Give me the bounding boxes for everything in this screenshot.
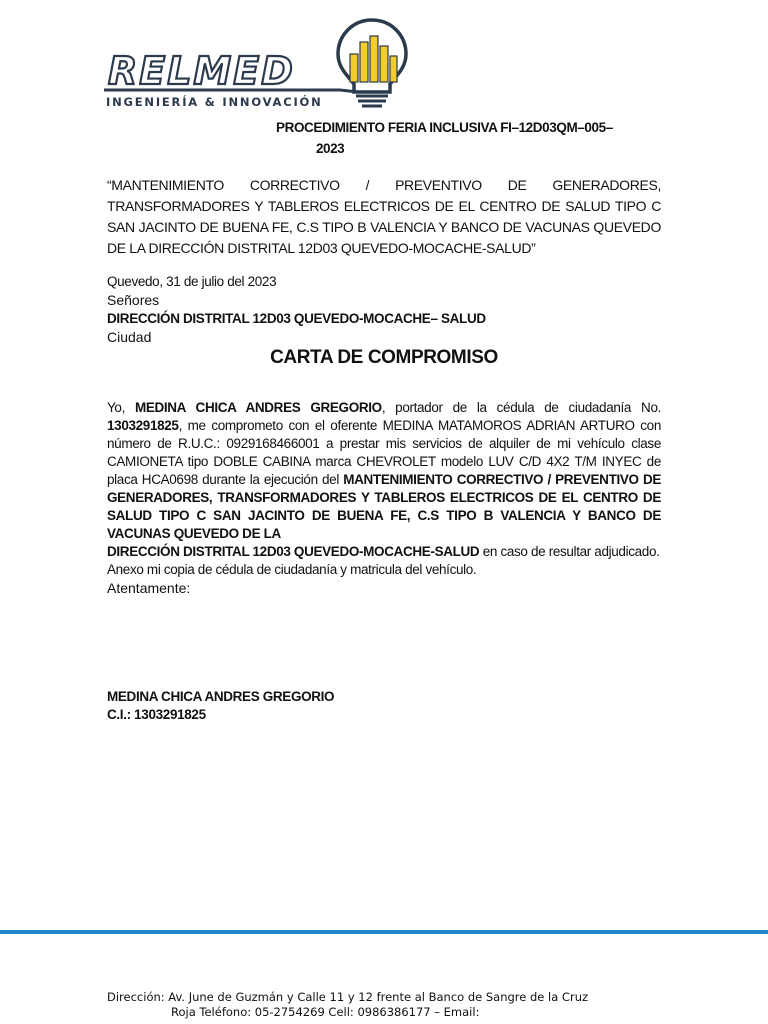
footer <box>107 990 588 1020</box>
signature-name: MEDINA CHICA ANDRES GREGORIO <box>107 689 335 704</box>
letter-title: CARTA DE COMPROMISO <box>270 347 498 368</box>
letter-body <box>107 399 661 579</box>
entity-name: DIRECCIÓN DISTRITAL 12D03 QUEVEDO-MOCACHE-SALUD <box>107 544 480 559</box>
contract-subject: “MANTENIMIENTO CORRECTIVO / PREVENTIVO DE GENERADORES, TRANSFORMADORES Y TABLEROS ELECTRICOS DE EL CENTRO DE SALUD TIPO C SAN JACINTO DE BUENA FE, C.S TIPO B VALENCIA Y BANCO DE VACUNAS QUEVEDO DE LA DIRECCIÓN DISTRITAL 12D03 QUEVEDO-MOCACHE-SALUD” <box>107 177 661 256</box>
date-line: Quevedo, 31 de julio del 2023 <box>107 274 277 289</box>
logo-tagline: INGENIERÍA & INNOVACIÓN <box>106 95 323 109</box>
annex-line: Anexo mi copia de cédula de ciudadanía y matricula del vehículo. <box>107 562 477 577</box>
salutation: Señores <box>107 292 160 308</box>
commitment-paragraph <box>107 399 661 543</box>
procedure-code: PROCEDIMIENTO FERIA INCLUSIVA FI–12D03QM–005– <box>276 120 613 135</box>
adjudication-text: en caso de resultar adjudicado. <box>479 544 660 559</box>
recipient: DIRECCIÓN DISTRITAL 12D03 QUEVEDO-MOCACHE– SALUD <box>107 311 486 326</box>
relmed-logo-graphic <box>104 18 424 114</box>
footer-address: Dirección: Av. June de Guzmán y Calle 11 y 12 frente al Banco de Sangre de la Cruz <box>107 990 589 1004</box>
logo-brand-text: RELMED <box>108 49 295 93</box>
procedure-year: 2023 <box>316 141 345 156</box>
signature-id: C.I.: 1303291825 <box>107 707 206 722</box>
id-lead-text: , portador de la cédula de ciudadanía No. <box>381 400 662 415</box>
commitment-text: , me comprometo con el oferente MEDINA MATAMOROS ADRIAN ARTURO con número de R.U.C.: 0929168466001 a prestar mis servicios de alquiler de mi vehículo clase CAMIONETA tipo DOBLE CABINA marca CHEVROLET modelo LUV C/D 4X2 T/M INYEC de placa HCA0698 durante la ejecución del <box>107 418 661 487</box>
footer-contact: Roja Teléfono: 05-2754269 Cell: 0986386177 – Email: <box>171 1005 480 1019</box>
entity-paragraph <box>107 543 661 561</box>
intro-text: Yo, <box>107 400 135 415</box>
skyline-icon <box>350 36 397 82</box>
city: Ciudad <box>107 329 152 345</box>
company-logo <box>104 18 424 114</box>
footer-divider <box>0 930 768 934</box>
service-name: MANTENIMIENTO CORRECTIVO / PREVENTIVO DE GENERADORES, TRANSFORMADORES Y TABLEROS ELECTRICOS DE EL CENTRO DE SALUD TIPO C SAN JACINTO DE BUENA FE, C.S TIPO B VALENCIA Y BANCO DE VACUNAS QUEVEDO DE LA <box>107 472 661 541</box>
signer-id: 1303291825 <box>107 418 179 433</box>
closing: Atentamente: <box>107 580 191 596</box>
signer-name: MEDINA CHICA ANDRES GREGORIO <box>134 400 382 415</box>
